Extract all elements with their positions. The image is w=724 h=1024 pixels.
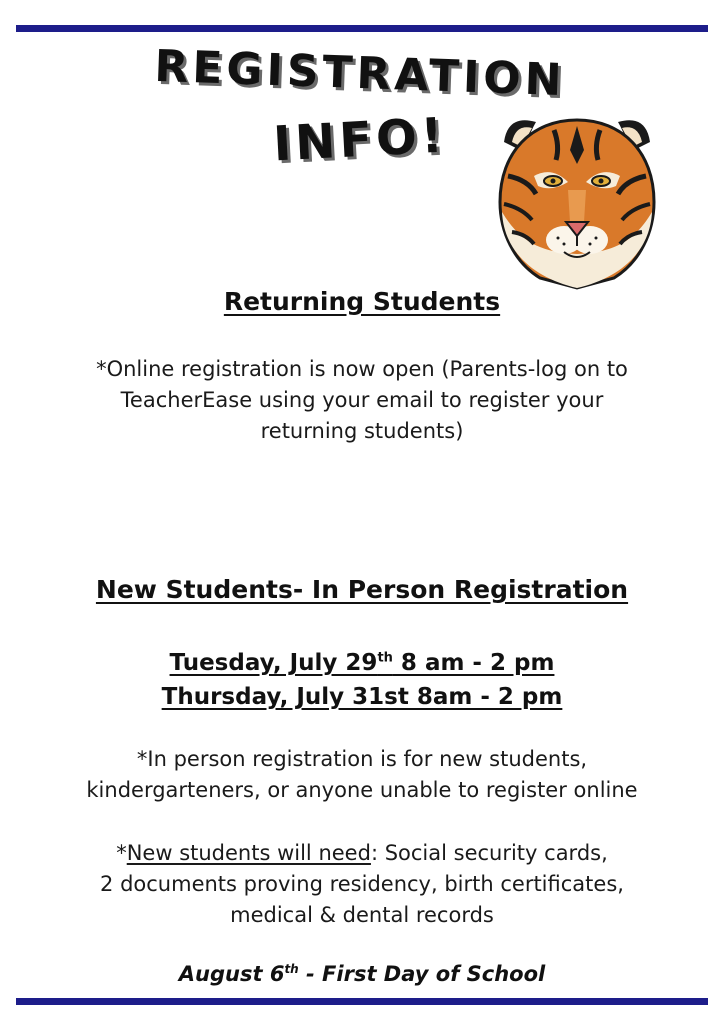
date-1-time: 8 am - 2 pm xyxy=(392,650,555,676)
title-line-2: INFO! xyxy=(271,107,449,173)
date-1-superscript: th xyxy=(377,650,393,666)
new-students-heading: New Students- In Person Registration xyxy=(95,575,629,604)
returning-students-heading: Returning Students xyxy=(223,287,501,316)
requirements-line-2: 2 documents proving residency, birth certificates, xyxy=(100,872,624,896)
returning-line-3: returning students) xyxy=(260,419,464,443)
returning-line-2: TeacherEase using your email to register your xyxy=(120,388,604,412)
top-border-rule xyxy=(16,25,708,32)
first-day-footer xyxy=(0,962,724,986)
footer-date: August 6 xyxy=(178,962,285,986)
note-line-2: kindergarteners, or anyone unable to register online xyxy=(86,778,638,802)
bottom-border-rule xyxy=(16,998,708,1005)
requirements-label: New students will need xyxy=(126,841,371,865)
requirements-rest: : Social security cards, xyxy=(370,841,608,865)
returning-line-1: *Online registration is now open (Parents-log on to xyxy=(96,357,628,381)
registration-date-2: Thursday, July 31st 8am - 2 pm xyxy=(161,684,563,710)
returning-students-paragraph xyxy=(0,354,724,447)
requirements-paragraph xyxy=(0,838,724,931)
date-1-day: Tuesday, July 29 xyxy=(169,650,378,676)
in-person-note xyxy=(0,744,724,806)
requirements-line-1 xyxy=(0,838,724,869)
title-line-1: REGISTRATION xyxy=(153,40,567,107)
requirements-prefix: * xyxy=(116,841,127,865)
note-line-1: *In person registration is for new students, xyxy=(136,747,588,771)
tiger-head-icon xyxy=(494,112,660,290)
registration-date-1 xyxy=(0,650,724,676)
requirements-line-3: medical & dental records xyxy=(230,903,494,927)
footer-superscript: th xyxy=(284,962,299,976)
footer-text: - First Day of School xyxy=(298,962,546,986)
